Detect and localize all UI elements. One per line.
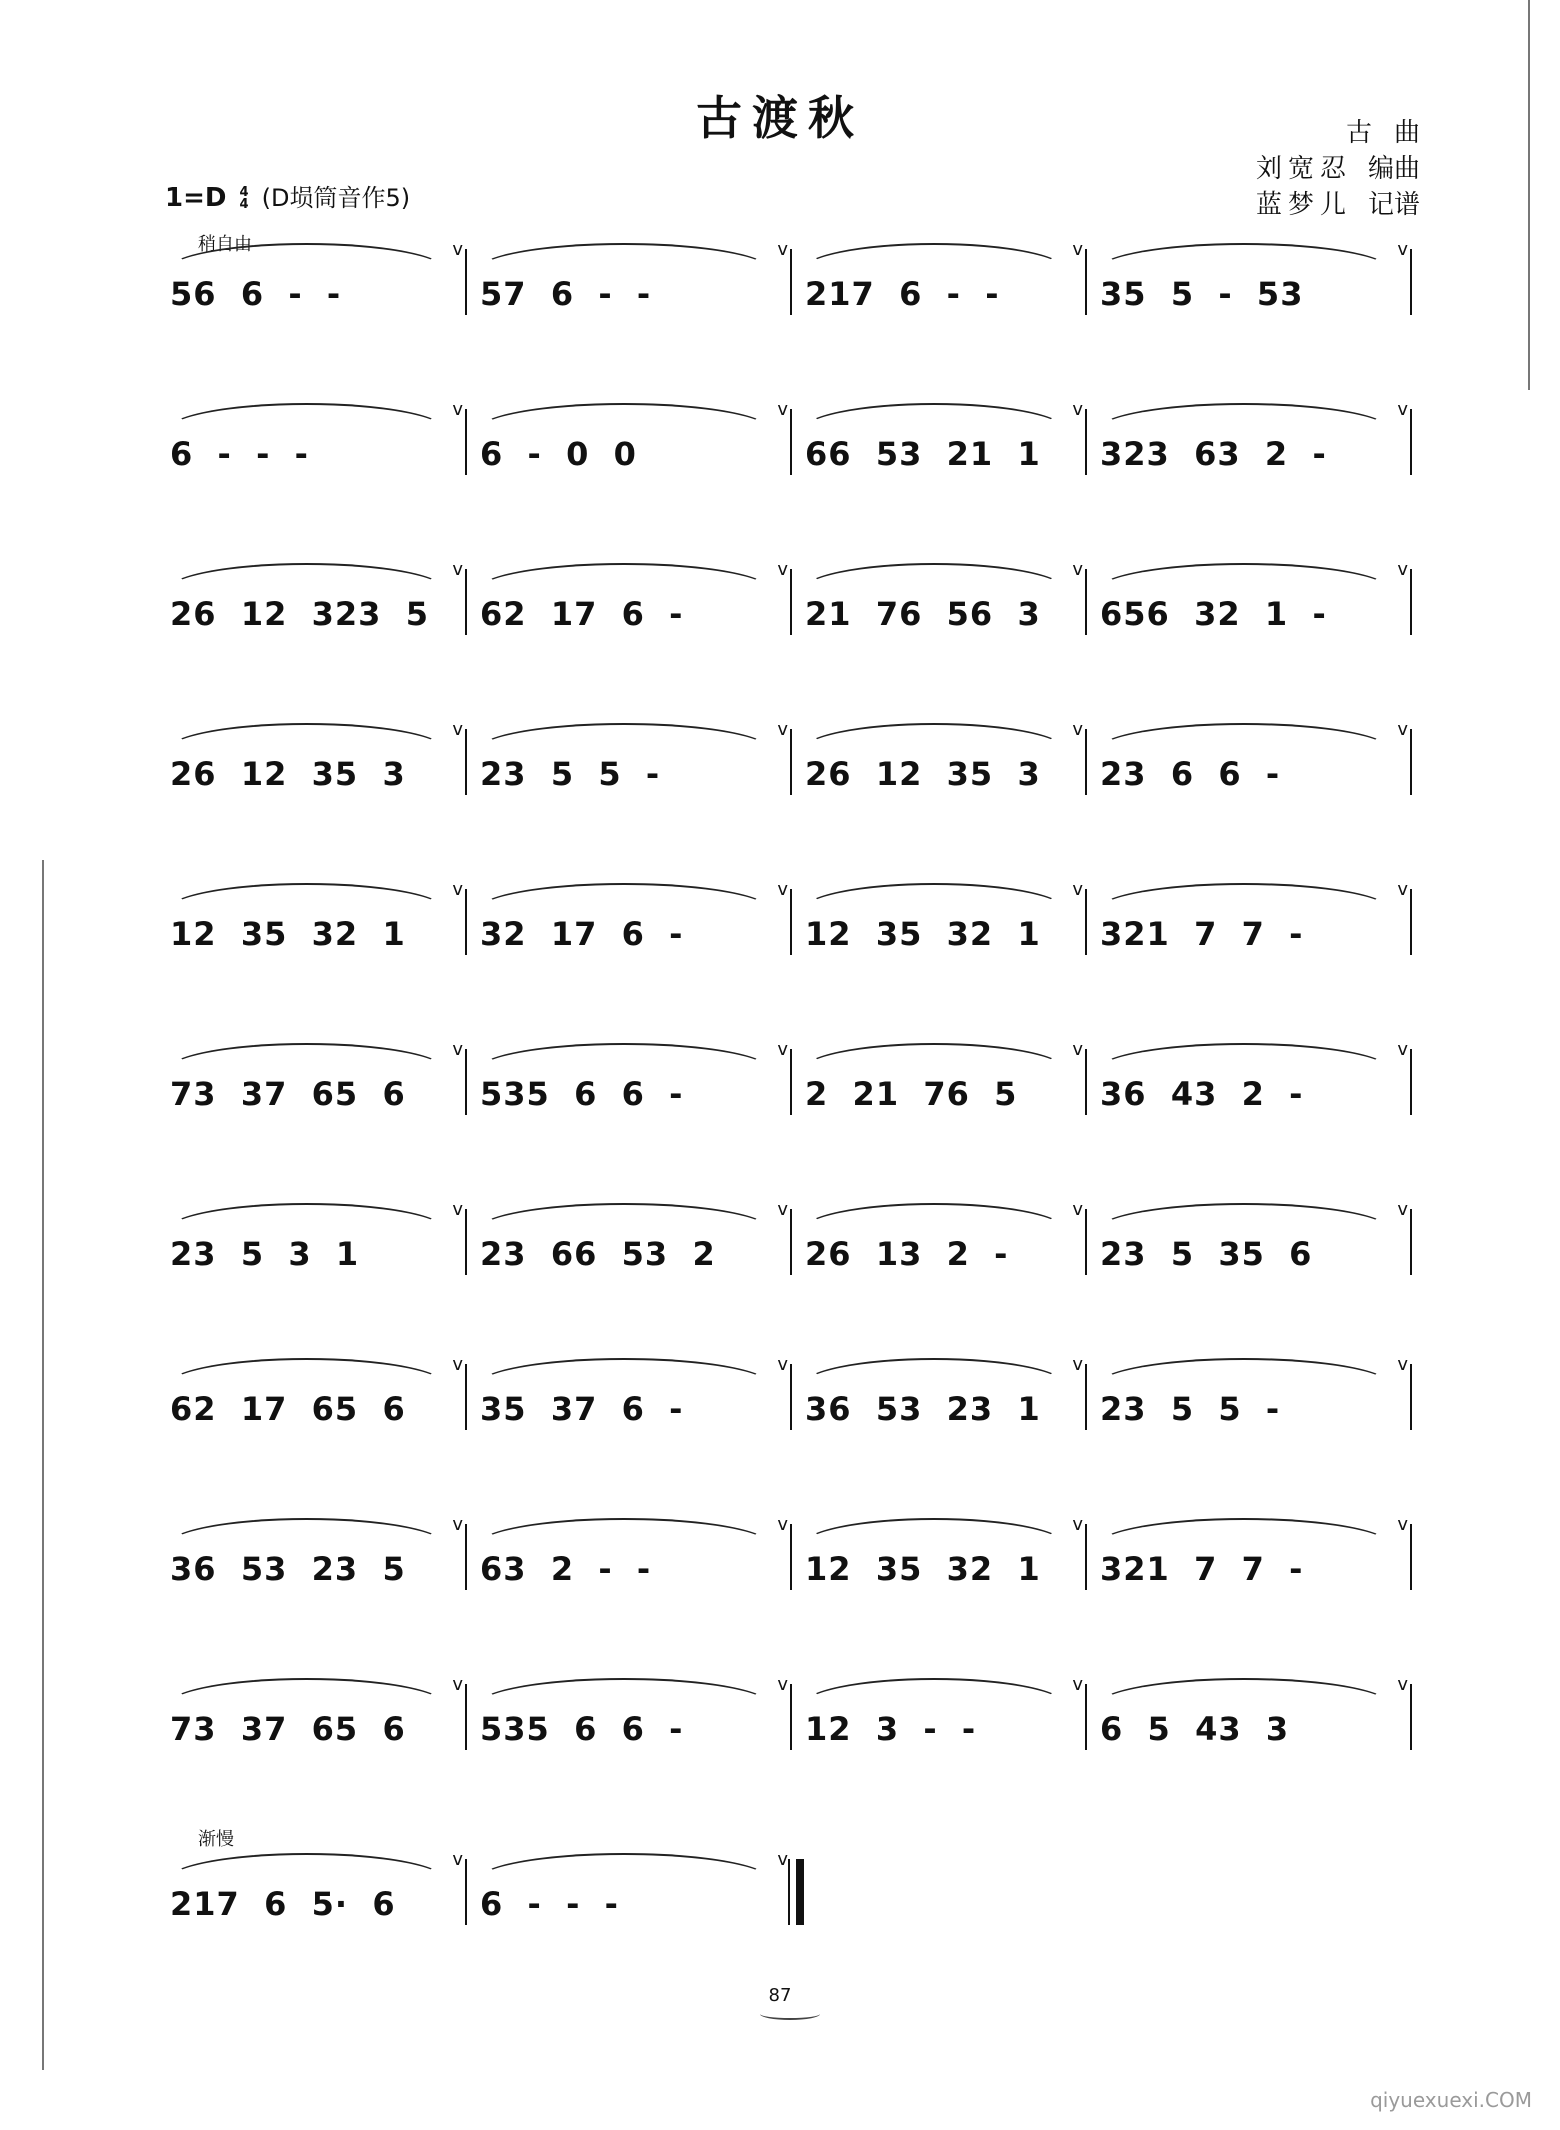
measure [1090, 1670, 1410, 1770]
breath-mark-icon: v [452, 1674, 463, 1695]
measure-notes: 6 - - - [170, 435, 309, 473]
measure [795, 715, 1085, 815]
slur-mark [1096, 243, 1392, 271]
breath-mark-icon: v [1397, 1039, 1408, 1060]
breath-mark-icon: v [777, 399, 788, 420]
breath-mark-icon: v [777, 1354, 788, 1375]
barline [1410, 569, 1412, 635]
barline [790, 409, 792, 475]
breath-mark-icon: v [1072, 239, 1083, 260]
measure [1090, 1035, 1410, 1135]
measure [470, 1510, 790, 1610]
slur-mark [801, 1358, 1067, 1386]
slur-mark [166, 1203, 447, 1231]
breath-mark-icon: v [1397, 1674, 1408, 1695]
breath-mark-icon: v [777, 1514, 788, 1535]
slur-mark [476, 1043, 772, 1071]
breath-mark-icon: v [452, 719, 463, 740]
barline [465, 1364, 467, 1430]
measure-notes: 323 63 2 - [1100, 435, 1327, 473]
measure-notes: 66 53 21 1 [805, 435, 1041, 473]
breath-mark-icon: v [1072, 1199, 1083, 1220]
measure-notes: 73 37 65 6 [170, 1075, 406, 1113]
slur-mark [166, 1518, 447, 1546]
barline [1410, 249, 1412, 315]
measure [470, 715, 790, 815]
breath-mark-icon: v [1397, 719, 1408, 740]
barline [1085, 889, 1087, 955]
breath-mark-icon: v [1397, 399, 1408, 420]
breath-mark-icon: v [1072, 719, 1083, 740]
credit-line [1256, 187, 1420, 223]
measure [470, 875, 790, 975]
measure [160, 1035, 465, 1135]
barline [1410, 1684, 1412, 1750]
slur-mark [166, 1678, 447, 1706]
slur-mark [476, 1358, 772, 1386]
breath-mark-icon: v [1397, 1354, 1408, 1375]
barline [1085, 1049, 1087, 1115]
slur-mark [166, 1853, 447, 1881]
measure [160, 1670, 465, 1770]
measure-notes: 35 5 - 53 [1100, 275, 1304, 313]
slur-mark [166, 883, 447, 911]
measure-notes: 6 - - - [480, 1885, 619, 1923]
slur-mark [166, 563, 447, 591]
breath-mark-icon: v [1397, 559, 1408, 580]
barline [465, 729, 467, 795]
measure-notes: 321 7 7 - [1100, 1550, 1304, 1588]
measure [1090, 235, 1410, 335]
breath-mark-icon: v [452, 1039, 463, 1060]
slur-mark [801, 1678, 1067, 1706]
measure-notes: 36 43 2 - [1100, 1075, 1304, 1113]
barline [1410, 1524, 1412, 1590]
barline [465, 569, 467, 635]
credit-name: 蓝梦儿 [1255, 190, 1352, 220]
final-barline [796, 1859, 804, 1925]
measure-notes: 21 76 56 3 [805, 595, 1041, 633]
measure [795, 1350, 1085, 1450]
measure-notes: 63 2 - - [480, 1550, 652, 1588]
measure [795, 1670, 1085, 1770]
measure [1090, 1350, 1410, 1450]
slur-mark [166, 243, 447, 271]
slur-mark [801, 403, 1067, 431]
measure [160, 1350, 465, 1450]
measure [160, 1195, 465, 1295]
credit-line [1256, 151, 1420, 187]
measure [795, 1510, 1085, 1610]
breath-mark-icon: v [1072, 559, 1083, 580]
time-signature [239, 184, 249, 212]
breath-mark-icon: v [1397, 1514, 1408, 1535]
measure [470, 555, 790, 655]
notation-row [160, 555, 1430, 655]
breath-mark-icon: v [452, 559, 463, 580]
measure-notes: 26 12 35 3 [170, 755, 406, 793]
measure [1090, 555, 1410, 655]
measure-notes: 26 12 323 5 [170, 595, 429, 633]
measure-notes: 73 37 65 6 [170, 1710, 406, 1748]
measure [1090, 1510, 1410, 1610]
slur-mark [476, 243, 772, 271]
measure-notes: 35 37 6 - [480, 1390, 684, 1428]
measure-notes: 6 - 0 0 [480, 435, 637, 473]
slur-mark [166, 1043, 447, 1071]
measure [470, 1670, 790, 1770]
measure [795, 875, 1085, 975]
notation-row [160, 1670, 1430, 1770]
measure [160, 875, 465, 975]
measure-notes: 23 6 6 - [1100, 755, 1281, 793]
breath-mark-icon: v [1072, 1514, 1083, 1535]
measure [470, 395, 790, 495]
barline [1410, 889, 1412, 955]
measure [795, 395, 1085, 495]
measure-notes: 62 17 6 - [480, 595, 684, 633]
measure [160, 395, 465, 495]
barline [1085, 729, 1087, 795]
measure [795, 1195, 1085, 1295]
breath-mark-icon: v [1397, 1199, 1408, 1220]
page-number: 87 [768, 1985, 792, 2006]
breath-mark-icon: v [452, 239, 463, 260]
barline [790, 249, 792, 315]
measure [470, 1035, 790, 1135]
credit-role: 编曲 [1367, 154, 1420, 184]
barline [790, 889, 792, 955]
measure [470, 235, 790, 335]
measure [795, 235, 1085, 335]
slur-mark [166, 723, 447, 751]
slur-mark [1096, 1043, 1392, 1071]
breath-mark-icon: v [777, 879, 788, 900]
measure-notes: 23 5 5 - [1100, 1390, 1281, 1428]
barline [1410, 1209, 1412, 1275]
slur-mark [476, 403, 772, 431]
measure-notes: 535 6 6 - [480, 1075, 684, 1113]
measure-notes: 36 53 23 1 [805, 1390, 1041, 1428]
barline [1085, 1524, 1087, 1590]
slur-mark [801, 1203, 1067, 1231]
barline [1410, 1364, 1412, 1430]
measure-notes: 36 53 23 5 [170, 1550, 406, 1588]
measure-notes: 57 6 - - [480, 275, 652, 313]
credits-block [1256, 115, 1420, 223]
breath-mark-icon: v [452, 1354, 463, 1375]
credit-role: 记谱 [1367, 190, 1420, 220]
slur-mark [1096, 1518, 1392, 1546]
slur-mark [1096, 563, 1392, 591]
breath-mark-icon: v [777, 559, 788, 580]
measure [795, 555, 1085, 655]
barline [1410, 1049, 1412, 1115]
barline [1085, 1364, 1087, 1430]
score-title: 古渡秋 [696, 91, 864, 145]
scan-edge-right [1528, 0, 1530, 390]
final-barline-thin [788, 1859, 790, 1925]
breath-mark-icon: v [777, 719, 788, 740]
breath-mark-icon: v [777, 239, 788, 260]
meter-top: 4 [239, 184, 249, 200]
notation-row [160, 715, 1430, 815]
measure [160, 1510, 465, 1610]
measure-notes: 26 12 35 3 [805, 755, 1041, 793]
barline [1410, 409, 1412, 475]
breath-mark-icon: v [452, 1199, 463, 1220]
slur-mark [476, 1853, 772, 1881]
measure-notes: 23 5 5 - [480, 755, 661, 793]
measure-notes: 217 6 5· 6 [170, 1885, 396, 1923]
meter-bottom: 4 [239, 196, 249, 212]
notation-row [160, 1845, 1430, 1945]
slur-mark [801, 723, 1067, 751]
barline [790, 729, 792, 795]
breath-mark-icon: v [452, 1514, 463, 1535]
measure-notes: 656 32 1 - [1100, 595, 1327, 633]
slur-mark [1096, 1678, 1392, 1706]
measure [1090, 395, 1410, 495]
breath-mark-icon: v [452, 399, 463, 420]
barline [465, 1524, 467, 1590]
slur-mark [476, 563, 772, 591]
notation-row [160, 1035, 1430, 1135]
measure-notes: 56 6 - - [170, 275, 342, 313]
watermark: qiyuexuexi.COM [1370, 2088, 1532, 2112]
measure [160, 555, 465, 655]
measure-notes: 217 6 - - [805, 275, 1000, 313]
barline [790, 1049, 792, 1115]
slur-mark [476, 723, 772, 751]
measure [160, 715, 465, 815]
breath-mark-icon: v [452, 1849, 463, 1870]
barline [1410, 729, 1412, 795]
measure [1090, 875, 1410, 975]
measure [1090, 1195, 1410, 1295]
barline [1085, 249, 1087, 315]
instrument-note: (D埙筒音作5) [261, 184, 411, 212]
notation-row [160, 1195, 1430, 1295]
credit-line [1256, 115, 1420, 151]
measure-notes: 23 5 35 6 [1100, 1235, 1313, 1273]
measure [160, 1845, 465, 1945]
barline [790, 1684, 792, 1750]
page-ornament-icon [760, 2008, 820, 2020]
barline [1085, 1684, 1087, 1750]
measure-notes: 12 35 32 1 [805, 915, 1041, 953]
breath-mark-icon: v [1072, 1674, 1083, 1695]
barline [790, 1364, 792, 1430]
breath-mark-icon: v [1397, 239, 1408, 260]
breath-mark-icon: v [777, 1039, 788, 1060]
measure-notes: 321 7 7 - [1100, 915, 1304, 953]
measure-notes: 2 21 76 5 [805, 1075, 1018, 1113]
scan-edge-left [42, 860, 44, 2070]
breath-mark-icon: v [1072, 399, 1083, 420]
key-signature [165, 178, 410, 213]
slur-mark [1096, 723, 1392, 751]
slur-mark [801, 563, 1067, 591]
slur-mark [801, 883, 1067, 911]
measure-notes: 26 13 2 - [805, 1235, 1009, 1273]
measure-notes: 62 17 65 6 [170, 1390, 406, 1428]
measure-notes: 32 17 6 - [480, 915, 684, 953]
breath-mark-icon: v [777, 1849, 788, 1870]
credit-name: 刘宽忍 [1255, 154, 1352, 184]
key-label: 1=D [165, 183, 227, 213]
slur-mark [1096, 1203, 1392, 1231]
notation-row [160, 875, 1430, 975]
slur-mark [1096, 403, 1392, 431]
slur-mark [476, 1518, 772, 1546]
notation-row [160, 1350, 1430, 1450]
barline [465, 1684, 467, 1750]
measure [470, 1195, 790, 1295]
tempo-mark-ending: 渐慢 [198, 1829, 234, 1850]
breath-mark-icon: v [777, 1674, 788, 1695]
slur-mark [476, 883, 772, 911]
barline [790, 1209, 792, 1275]
barline [465, 409, 467, 475]
measure-notes: 12 35 32 1 [170, 915, 406, 953]
measure [470, 1350, 790, 1450]
notation-row [160, 395, 1430, 495]
barline [1085, 1209, 1087, 1275]
barline [465, 1859, 467, 1925]
barline [790, 569, 792, 635]
notation-row [160, 1510, 1430, 1610]
breath-mark-icon: v [452, 879, 463, 900]
slur-mark [476, 1203, 772, 1231]
barline [465, 1209, 467, 1275]
measure-notes: 535 6 6 - [480, 1710, 684, 1748]
barline [790, 1524, 792, 1590]
credit-role: 曲 [1393, 118, 1420, 148]
measure [795, 1035, 1085, 1135]
slur-mark [166, 1358, 447, 1386]
slur-mark [476, 1678, 772, 1706]
barline [1085, 569, 1087, 635]
slur-mark [166, 403, 447, 431]
breath-mark-icon: v [777, 1199, 788, 1220]
barline [465, 249, 467, 315]
measure [160, 235, 465, 335]
breath-mark-icon: v [1072, 1354, 1083, 1375]
measure [1090, 715, 1410, 815]
barline [1085, 409, 1087, 475]
barline [465, 1049, 467, 1115]
slur-mark [801, 1043, 1067, 1071]
measure-notes: 6 5 43 3 [1100, 1710, 1290, 1748]
measure-notes: 12 35 32 1 [805, 1550, 1041, 1588]
measure-notes: 23 5 3 1 [170, 1235, 360, 1273]
slur-mark [801, 1518, 1067, 1546]
slur-mark [801, 243, 1067, 271]
slur-mark [1096, 1358, 1392, 1386]
measure-notes: 12 3 - - [805, 1710, 977, 1748]
barline [465, 889, 467, 955]
slur-mark [1096, 883, 1392, 911]
measure-notes: 23 66 53 2 [480, 1235, 716, 1273]
breath-mark-icon: v [1072, 879, 1083, 900]
tempo-mark-start: 稍自由 [198, 234, 252, 255]
breath-mark-icon: v [1397, 879, 1408, 900]
measure [470, 1845, 790, 1945]
notation-row [160, 235, 1430, 335]
breath-mark-icon: v [1072, 1039, 1083, 1060]
credit-name: 古 [1345, 118, 1378, 148]
